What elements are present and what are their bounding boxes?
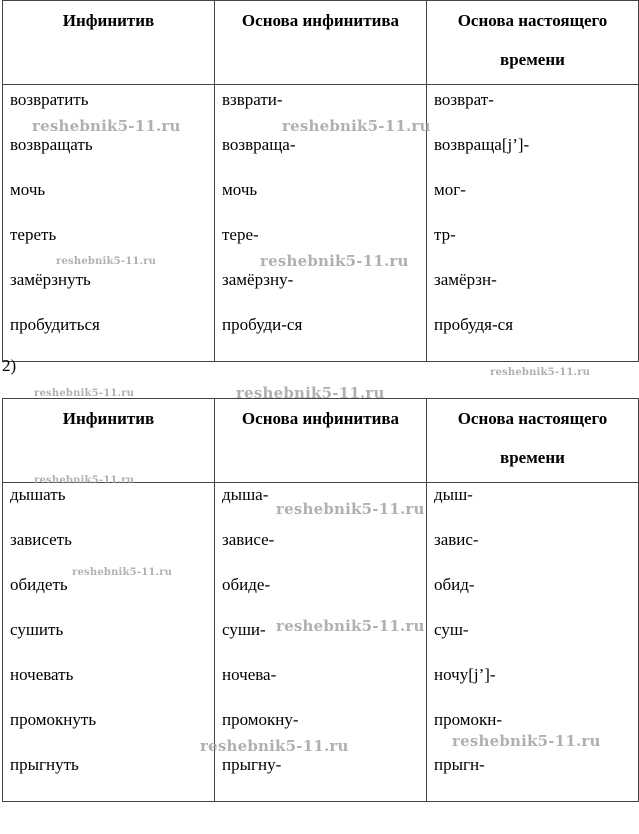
watermark: reshebnik5-11.ru [282, 117, 431, 135]
table-2-cell: ночева- [222, 665, 277, 684]
watermark: reshebnik5-11.ru [34, 388, 135, 399]
watermark: reshebnik5-11.ru [56, 256, 157, 267]
table-2-cell: дышать [10, 485, 66, 504]
watermark: reshebnik5-11.ru [276, 617, 425, 635]
table-2-cell: прыгн- [434, 755, 485, 774]
table-1-header-present-stem: Основа настоящего времени [427, 1, 639, 85]
table-1-cell: тере- [222, 225, 259, 244]
watermark: reshebnik5-11.ru [236, 384, 385, 402]
table-2-col-present-stem [427, 483, 639, 802]
table-2-cell: зависеть [10, 530, 72, 549]
table-2-cell: зависе- [222, 530, 275, 549]
table-2-cell: обид- [434, 575, 475, 594]
section-2-label: 2) [2, 356, 17, 375]
table-2-cell: обидеть [10, 575, 68, 594]
table-2-header-present-stem: Основа настоящего времени [427, 399, 639, 483]
table-2-header-infinitive: Инфинитив [3, 399, 215, 483]
table-2-cell: ночевать [10, 665, 74, 684]
table-1-header-infinitive: Инфинитив [3, 1, 215, 85]
table-2-cell: суш- [434, 620, 469, 639]
table-2-cell: промокнуть [10, 710, 97, 729]
table-2-header-infinitive-stem: Основа инфинитива [215, 399, 427, 483]
table-1-cell: возвраща- [222, 135, 296, 154]
table-1-cell: замёрзну- [222, 270, 294, 289]
watermark: reshebnik5-11.ru [490, 367, 591, 378]
table-1-cell: замёрзн- [434, 270, 497, 289]
table-2-cell: прыгну- [222, 755, 282, 774]
table-1-cell: возвращать [10, 135, 93, 154]
table-2-cell: промокн- [434, 710, 503, 729]
table-1-cell: мочь [10, 180, 46, 199]
table-1-cell: возвраща[j’]- [434, 135, 530, 154]
table-2-cell: дыша- [222, 485, 269, 504]
table-1-cell: возвратить [10, 90, 89, 109]
table-1-cell: пробудиться [10, 315, 100, 334]
table-1 [2, 0, 639, 362]
watermark: reshebnik5-11.ru [32, 117, 181, 135]
table-1-cell: мог- [434, 180, 466, 199]
table-1-col-present-stem [427, 85, 639, 362]
table-2-cell: прыгнуть [10, 755, 79, 774]
watermark: reshebnik5-11.ru [72, 567, 173, 578]
table-1-cell: мочь [222, 180, 258, 199]
table-1-cell: пробуди-ся [222, 315, 303, 334]
table-2-cell: завис- [434, 530, 479, 549]
table-1-cell: взврати- [222, 90, 283, 109]
table-2-cell: обиде- [222, 575, 271, 594]
table-2-cell: суши- [222, 620, 266, 639]
table-1-cell: замёрзнуть [10, 270, 91, 289]
table-1-header-infinitive-stem: Основа инфинитива [215, 1, 427, 85]
table-2-cell: промокну- [222, 710, 299, 729]
table-1-cell: возврат- [434, 90, 494, 109]
watermark: reshebnik5-11.ru [200, 737, 349, 755]
table-2-cell: дыш- [434, 485, 473, 504]
table-1-cell: пробудя-ся [434, 315, 514, 334]
watermark: reshebnik5-11.ru [452, 732, 601, 750]
table-1-cell: тр- [434, 225, 456, 244]
table-1-cell: тереть [10, 225, 57, 244]
table-2-cell: сушить [10, 620, 64, 639]
table-2-cell: ночу[j’]- [434, 665, 496, 684]
watermark: reshebnik5-11.ru [34, 475, 135, 486]
table-2-col-infinitive [3, 483, 215, 802]
watermark: reshebnik5-11.ru [276, 500, 425, 518]
watermark: reshebnik5-11.ru [260, 252, 409, 270]
